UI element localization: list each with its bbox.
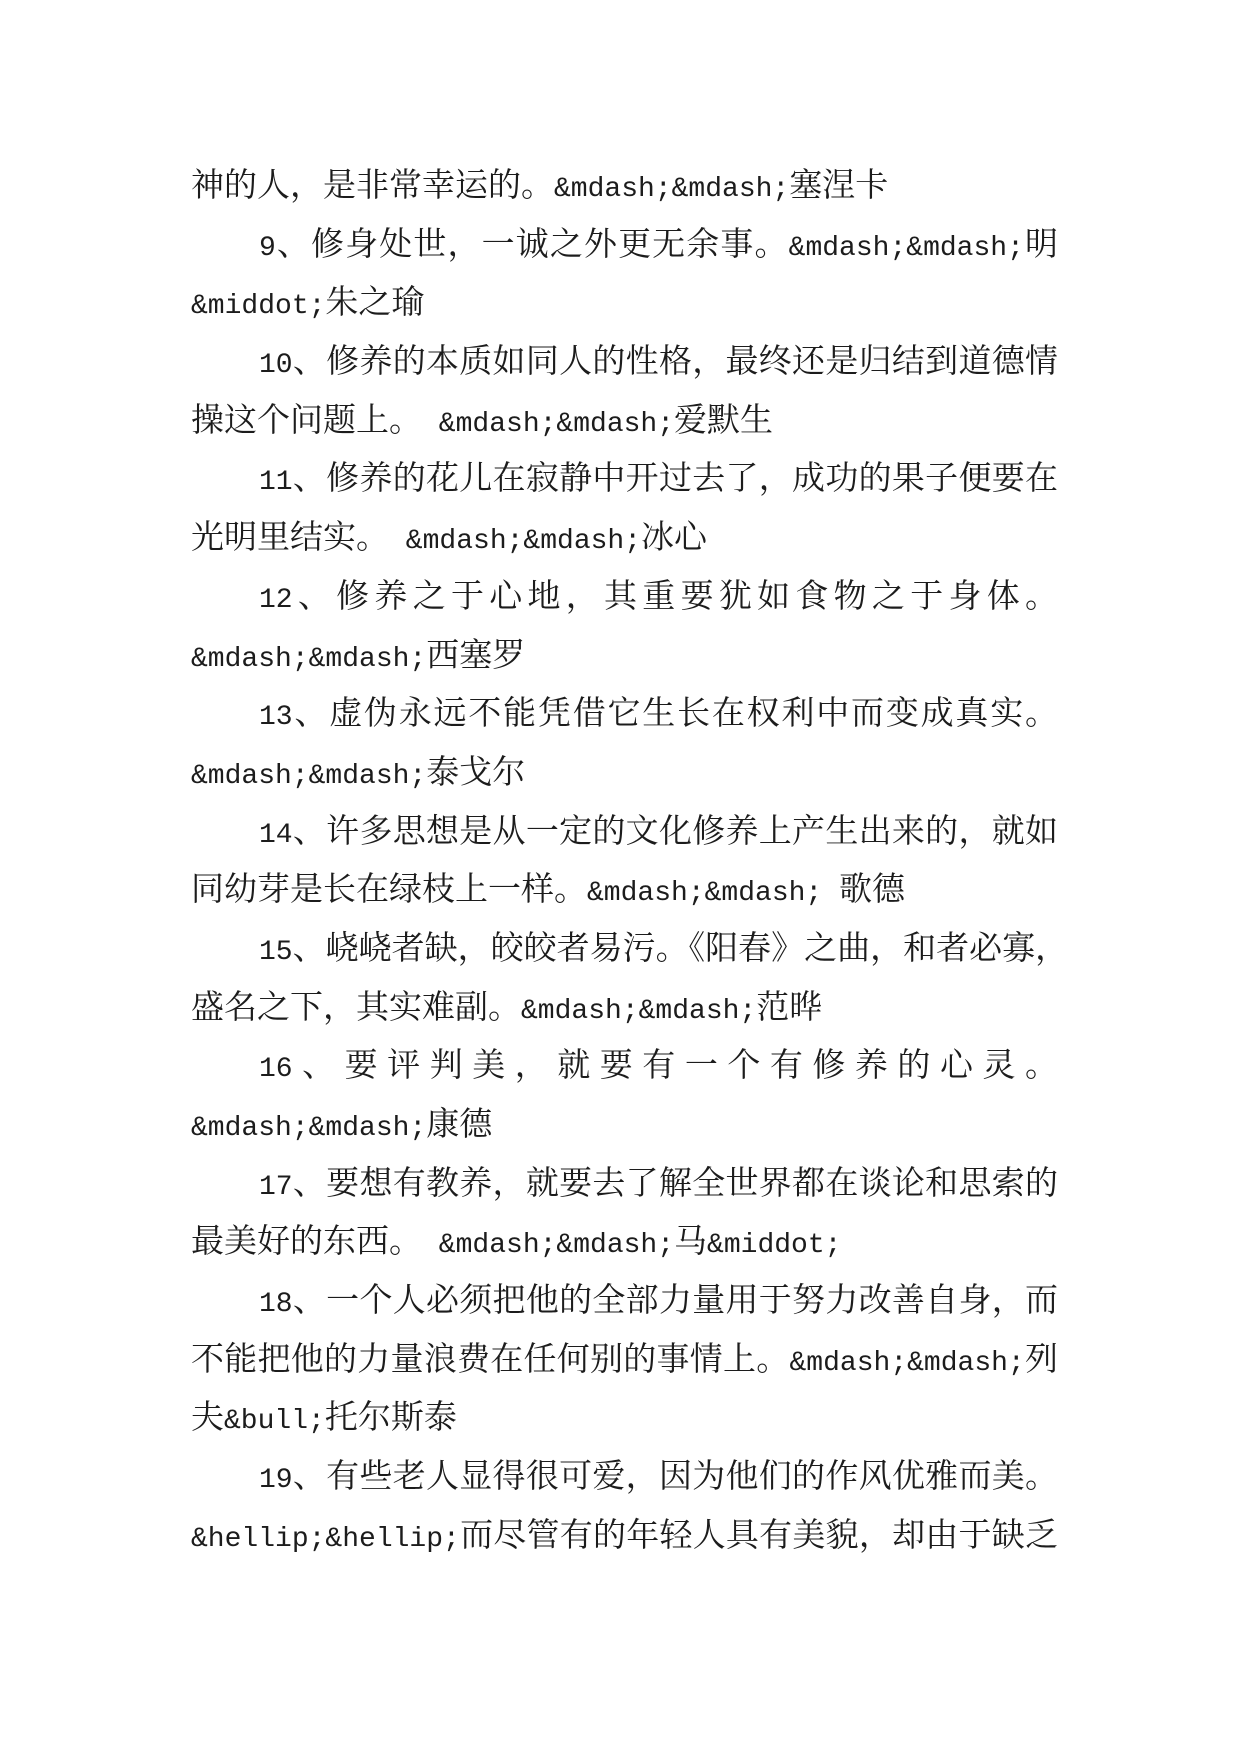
latin-run: 18 [259,1289,293,1321]
text-line: 不能把他的力量浪费在任何别的事情上。&mdash;&mdash;列 [191,1341,1058,1379]
latin-run: &mdash;&mdash; [191,643,427,675]
text-line: 12、修养之于心地，其重要犹如食物之于身体。 [259,578,1058,616]
text-line: 9、修身处世，一诚之外更无余事。&mdash;&mdash;明 [259,226,1059,264]
text-line: &hellip;&hellip;而尽管有的年轻人具有美貌，却由于缺乏 [191,1517,1058,1555]
text-line: 15、峣峣者缺，皎皎者易污。《阳春》之曲，和者必寡， [259,930,1069,968]
text-line: 操这个问题上。 &mdash;&mdash;爱默生 [191,402,774,440]
latin-run: &mdash;&mdash; [587,878,840,910]
text-line: 13、虚伪永远不能凭借它生长在权利中而变成真实。 [259,696,1058,734]
latin-run: &bull; [224,1406,325,1438]
latin-run: &middot; [191,291,326,323]
text-line: 盛名之下，其实难副。&mdash;&mdash;范晔 [191,989,823,1027]
latin-run: 11 [259,467,293,499]
latin-run: &mdash;&mdash; [191,1113,427,1144]
text-line: 最美好的东西。 &mdash;&mdash;马&middot; [191,1224,842,1262]
text-line: 18、一个人必须把他的全部力量用于努力改善自身，而 [259,1283,1058,1321]
latin-run: &mdash;&mdash; [521,995,757,1027]
latin-run: &mdash;&mdash; [554,174,790,205]
text-line: 神的人，是非常幸运的。&mdash;&mdash;塞涅卡 [191,168,889,205]
text-line: 16、要评判美，就要有一个有修养的心灵。 [259,1048,1058,1086]
latin-run: &mdash;&mdash; [389,526,642,558]
latin-run: &hellip;&hellip; [191,1523,460,1555]
text-line: &middot;朱之瑜 [191,285,425,323]
text-line: &mdash;&mdash;泰戈尔 [191,754,526,792]
latin-run: 9 [259,232,276,264]
latin-run: &mdash;&mdash; [191,760,427,792]
latin-run: 12 [259,584,293,616]
latin-run: &mdash;&mdash; [788,232,1024,264]
document-body [191,157,1069,1566]
latin-run: &mdash;&mdash; [422,1230,675,1262]
text-line: 光明里结实。 &mdash;&mdash;冰心 [191,520,708,558]
text-line: 10、修养的本质如同人的性格，最终还是归结到道德情 [259,344,1058,382]
latin-run: 16 [259,1054,293,1086]
text-line: 14、许多思想是从一定的文化修养上产生出来的，就如 [259,813,1058,851]
text-line: 11、修养的花儿在寂静中开过去了，成功的果子便要在 [259,461,1058,499]
latin-run: 15 [259,936,293,968]
text-line: 同幼芽是长在绿枝上一样。&mdash;&mdash; 歌德 [191,872,906,910]
latin-run: &mdash;&mdash; [422,408,675,440]
latin-run: &mdash;&mdash; [789,1347,1025,1379]
latin-run: 19 [259,1465,293,1497]
latin-run: 17 [259,1171,293,1203]
text-line: 19、有些老人显得很可爱，因为他们的作风优雅而美。 [259,1459,1058,1497]
latin-run: 13 [259,702,293,734]
text-line: &mdash;&mdash;西塞罗 [191,637,526,675]
text-line: 夫&bull;托尔斯泰 [191,1400,457,1438]
latin-run: 10 [259,350,293,382]
text-line: &mdash;&mdash;康德 [191,1107,493,1144]
text-line: 17、要想有教养，就要去了解全世界都在谈论和思索的 [259,1165,1058,1203]
latin-run: &middot; [707,1230,842,1262]
latin-run: 14 [259,819,293,851]
